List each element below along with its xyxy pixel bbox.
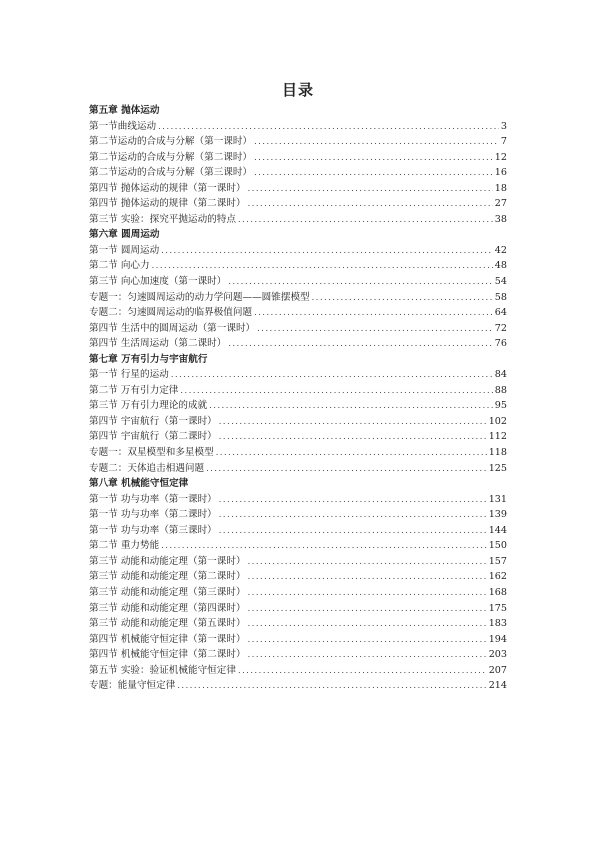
page-number: 54	[494, 276, 507, 288]
toc-chapter-heading	[89, 352, 507, 368]
toc-entry	[89, 414, 507, 430]
page-number: 58	[494, 291, 507, 303]
dot-leader	[248, 196, 493, 212]
entry-title: 专题一：双星模型和多星模型	[89, 447, 214, 459]
dot-leader	[248, 616, 487, 632]
page-number: 48	[494, 260, 507, 272]
entry-title: 第四节 抛体运动的规律（第一课时）	[89, 182, 246, 194]
toc-entry	[89, 305, 507, 321]
toc-entry	[89, 585, 507, 601]
toc-entry	[89, 616, 507, 632]
toc-entry	[89, 196, 507, 212]
dot-leader	[161, 243, 493, 259]
page-number: 27	[494, 198, 507, 210]
entry-title: 第三节 动能和动能定理（第四课时）	[89, 602, 246, 614]
entry-title: 第一节 功与功率（第三课时）	[89, 524, 217, 536]
dot-leader	[206, 461, 487, 477]
page-number: 183	[488, 618, 507, 630]
dot-leader	[254, 134, 499, 150]
dot-leader	[254, 150, 493, 166]
toc-entry	[89, 336, 507, 352]
entry-title: 专题一：匀速圆周运动的动力学问题——圆锥摆模型	[89, 291, 310, 303]
toc-chapter-heading	[89, 476, 507, 492]
entry-title: 第四节 机械能守恒定律（第二课时）	[89, 649, 246, 661]
dot-leader	[180, 383, 492, 399]
toc-entry	[89, 554, 507, 570]
toc-entry	[89, 321, 507, 337]
entry-title: 第一节 圆周运动	[89, 244, 160, 256]
toc-entry	[89, 523, 507, 539]
entry-title: 第三节 实验：探究平抛运动的特点	[89, 213, 236, 225]
dot-leader	[219, 492, 487, 508]
toc-entry	[89, 383, 507, 399]
dot-leader	[248, 647, 487, 663]
page-number: 157	[488, 555, 507, 567]
toc-entry	[89, 445, 507, 461]
entry-title: 第一节 行星的运动	[89, 369, 169, 381]
entry-title: 第一节 功与功率（第一课时）	[89, 493, 217, 505]
toc-entry	[89, 150, 507, 166]
toc-entry	[89, 569, 507, 585]
page-number: 72	[494, 322, 507, 334]
dot-leader	[158, 119, 499, 135]
entry-title: 第一节曲线运动	[89, 120, 157, 132]
entry-title: 第三节 动能和动能定理（第五课时）	[89, 618, 246, 630]
toc-entry	[89, 492, 507, 508]
page-number: 3	[500, 120, 507, 132]
dot-leader	[254, 165, 493, 181]
entry-title: 第二节运动的合成与分解（第二课时）	[89, 151, 253, 163]
toc-entry	[89, 274, 507, 290]
page-number: 131	[488, 493, 507, 505]
chapter-title: 第七章 万有引力与宇宙航行	[89, 353, 208, 365]
toc-chapter-heading	[89, 103, 507, 119]
dot-leader	[257, 321, 493, 337]
toc-entry	[89, 243, 507, 259]
entry-title: 第三节 动能和动能定理（第三课时）	[89, 586, 246, 598]
page-number: 207	[488, 664, 507, 676]
entry-title: 第二节 万有引力定律	[89, 384, 179, 396]
dot-leader	[161, 538, 486, 554]
page-number: 84	[494, 369, 507, 381]
toc-entry	[89, 290, 507, 306]
toc-entry	[89, 632, 507, 648]
dot-leader	[238, 212, 493, 228]
entry-title: 第四节 机械能守恒定律（第一课时）	[89, 633, 246, 645]
entry-title: 第三节 动能和动能定理（第二课时）	[89, 571, 246, 583]
page-number: 102	[488, 415, 507, 427]
entry-title: 专题二：天体追击相遇问题	[89, 462, 205, 474]
page-number: 16	[494, 167, 507, 179]
dot-leader	[177, 678, 486, 694]
toc-entry	[89, 367, 507, 383]
page-number: 95	[494, 400, 507, 412]
entry-title: 第二节 向心力	[89, 260, 150, 272]
dot-leader	[219, 414, 487, 430]
toc-entry	[89, 678, 507, 694]
toc-entry	[89, 538, 507, 554]
dot-leader	[219, 429, 487, 445]
entry-title: 第三节 动能和动能定理（第一课时）	[89, 555, 246, 567]
page-number: 139	[488, 509, 507, 521]
entry-title: 第二节运动的合成与分解（第三课时）	[89, 167, 253, 179]
entry-title: 第三节 向心加速度（第一课时）	[89, 276, 227, 288]
page-number: 64	[494, 307, 507, 319]
dot-leader	[254, 305, 493, 321]
entry-title: 第四节 宇宙航行（第一课时）	[89, 415, 217, 427]
chapter-title: 第八章 机械能守恒定律	[89, 478, 189, 490]
entry-title: 第二节 重力势能	[89, 540, 160, 552]
page-number: 12	[494, 151, 507, 163]
toc-entry	[89, 663, 507, 679]
page-number: 88	[494, 384, 507, 396]
toc-chapter-heading	[89, 227, 507, 243]
dot-leader	[248, 569, 487, 585]
page-number: 162	[488, 571, 507, 583]
dot-leader	[228, 274, 492, 290]
table-of-contents	[89, 103, 507, 694]
chapter-title: 第六章 圆周运动	[89, 229, 160, 241]
dot-leader	[248, 181, 493, 197]
toc-entry	[89, 212, 507, 228]
page-number: 214	[488, 680, 507, 692]
entry-title: 专题：能量守恒定律	[89, 680, 176, 692]
dot-leader	[312, 290, 493, 306]
entry-title: 第三节 万有引力理论的成就	[89, 400, 208, 412]
page-number: 203	[488, 649, 507, 661]
dot-leader	[209, 398, 493, 414]
page-number: 194	[488, 633, 507, 645]
toc-entry	[89, 258, 507, 274]
toc-entry	[89, 429, 507, 445]
dot-leader	[248, 585, 487, 601]
entry-title: 第一节 功与功率（第二课时）	[89, 509, 217, 521]
entry-title: 第四节 生活中的圆周运动（第一课时）	[89, 322, 256, 334]
entry-title: 专题二：匀速圆周运动的临界极值问题	[89, 307, 253, 319]
entry-title: 第四节 宇宙航行（第二课时）	[89, 431, 217, 443]
dot-leader	[248, 554, 487, 570]
page-number: 175	[488, 602, 507, 614]
toc-entry	[89, 461, 507, 477]
page-number: 38	[494, 213, 507, 225]
toc-entry	[89, 398, 507, 414]
page-number: 150	[488, 540, 507, 552]
toc-entry	[89, 647, 507, 663]
toc-entry	[89, 119, 507, 135]
dot-leader	[248, 632, 487, 648]
toc-entry	[89, 507, 507, 523]
page-number: 7	[500, 136, 507, 148]
page-number: 18	[494, 182, 507, 194]
entry-title: 第四节 抛体运动的规律（第二课时）	[89, 198, 246, 210]
page-number: 125	[488, 462, 507, 474]
dot-leader	[171, 367, 493, 383]
entry-title: 第四节 生活周运动（第二课时）	[89, 338, 227, 350]
dot-leader	[216, 445, 487, 461]
page-number: 168	[488, 586, 507, 598]
toc-entry	[89, 165, 507, 181]
page-number: 118	[488, 447, 507, 459]
toc-entry	[89, 134, 507, 150]
dot-leader	[228, 336, 492, 352]
toc-entry	[89, 181, 507, 197]
page-number: 112	[488, 431, 507, 443]
entry-title: 第二节运动的合成与分解（第一课时）	[89, 136, 253, 148]
page-number: 42	[494, 244, 507, 256]
dot-leader	[238, 663, 487, 679]
dot-leader	[152, 258, 493, 274]
toc-entry	[89, 601, 507, 617]
dot-leader	[248, 601, 487, 617]
page-number: 144	[488, 524, 507, 536]
dot-leader	[219, 523, 487, 539]
chapter-title: 第五章 抛体运动	[89, 105, 160, 116]
page-title: 目录	[281, 81, 314, 99]
dot-leader	[219, 507, 487, 523]
entry-title: 第五节 实验：验证机械能守恒定律	[89, 664, 236, 676]
page-number: 76	[494, 338, 507, 350]
